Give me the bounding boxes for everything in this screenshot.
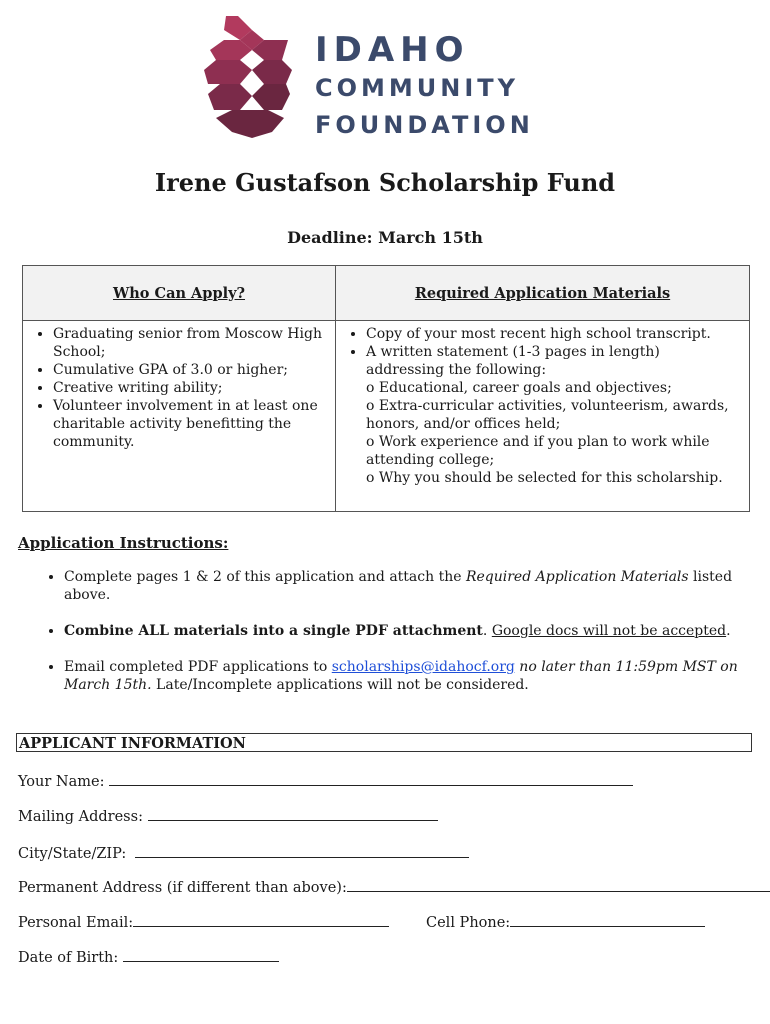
city-state-zip-field — [18, 843, 469, 862]
page-title: Irene Gustafson Scholarship Fund — [154, 168, 616, 197]
instruction-text: . — [726, 623, 731, 639]
date-of-birth-label: Date of Birth: — [18, 950, 123, 966]
personal-email-field — [18, 912, 389, 931]
permanent-address-label: Permanent Address (if different than above): — [18, 880, 347, 896]
instruction-text: . — [482, 623, 492, 639]
deadline: Deadline: March 15th — [287, 228, 483, 247]
mailing-address-field — [18, 806, 438, 825]
eligibility-item: • Creative writing ability; — [53, 379, 327, 397]
city-state-zip-input-line[interactable] — [135, 843, 469, 858]
material-statement: A written statement (1-3 pages in length) addressing the following: — [366, 344, 660, 378]
mailing-address-input-line[interactable] — [148, 806, 438, 821]
eligibility-item: • Volunteer involvement in at least one charitable activity benefitting the community. — [53, 397, 327, 451]
instruction-emphasis: Required Application Materials — [465, 569, 689, 585]
requirements-table — [22, 265, 750, 512]
pinecone-facet — [204, 60, 252, 84]
pinecone-facet — [208, 84, 252, 110]
materials-cell — [336, 321, 750, 512]
instruction-bold: Combine ALL materials into a single PDF attachment — [64, 623, 483, 639]
eligibility-item: • Cumulative GPA of 3.0 or higher; — [53, 361, 327, 379]
date-of-birth-input-line[interactable] — [123, 947, 279, 962]
cell-phone-field — [426, 912, 705, 931]
instruction-item — [64, 622, 764, 640]
city-state-zip-label: City/State/ZIP: — [18, 846, 131, 862]
material-subitem: o Why you should be selected for this scholarship. — [366, 470, 723, 486]
material-subitem: o Work experience and if you plan to work while attending college; — [366, 434, 710, 468]
email-link[interactable]: scholarships@idahocf.org — [331, 659, 515, 675]
instruction-underline: Google docs will not be accepted — [491, 623, 727, 639]
who-can-apply-cell — [23, 321, 336, 512]
instructions-heading: Application Instructions: — [18, 534, 229, 552]
material-item: • Copy of your most recent high school transcript. — [366, 325, 741, 343]
name-field — [18, 771, 633, 790]
cell-phone-label: Cell Phone: — [426, 915, 511, 931]
materials-header: Required Application Materials — [336, 266, 750, 321]
mailing-address-label: Mailing Address: — [18, 809, 148, 825]
eligibility-item: • Graduating senior from Moscow High School; — [53, 325, 327, 361]
instruction-text: Late/Incomplete applications will not be considered. — [151, 677, 529, 693]
pinecone-facet — [252, 60, 292, 84]
org-name-line3: FOUNDATION — [315, 111, 534, 139]
applicant-section-title: APPLICANT INFORMATION — [16, 733, 752, 752]
org-name-line2: COMMUNITY — [315, 74, 520, 102]
instruction-text: listed above. — [64, 569, 733, 603]
foundation-logo — [202, 14, 542, 148]
instruction-text: Email completed PDF applications to — [64, 659, 332, 675]
material-subitem: o Extra-curricular activities, volunteerism, awards, honors, and/or offices held; — [366, 398, 729, 432]
material-item — [366, 343, 741, 487]
permanent-address-input-line[interactable] — [347, 877, 770, 892]
instruction-emphasis: no later than 11:59pm MST on March 15th. — [64, 659, 738, 693]
pinecone-icon — [202, 14, 302, 148]
date-of-birth-field — [18, 947, 279, 966]
name-input-line[interactable] — [109, 771, 633, 786]
pinecone-facet — [216, 110, 284, 138]
cell-phone-input-line[interactable] — [510, 912, 705, 927]
personal-email-label: Personal Email: — [18, 915, 134, 931]
instructions-list — [40, 568, 764, 712]
instruction-item — [64, 568, 764, 604]
instruction-item — [64, 658, 764, 694]
material-subitem: o Educational, career goals and objectives; — [366, 380, 672, 396]
who-can-apply-header: Who Can Apply? — [23, 266, 336, 321]
name-label: Your Name: — [18, 774, 110, 790]
permanent-address-field — [18, 877, 770, 896]
org-name-line1: IDAHO — [315, 30, 470, 70]
personal-email-input-line[interactable] — [133, 912, 389, 927]
pinecone-facet — [252, 84, 290, 110]
instruction-text: Complete pages 1 & 2 of this application and attach the — [64, 569, 466, 585]
